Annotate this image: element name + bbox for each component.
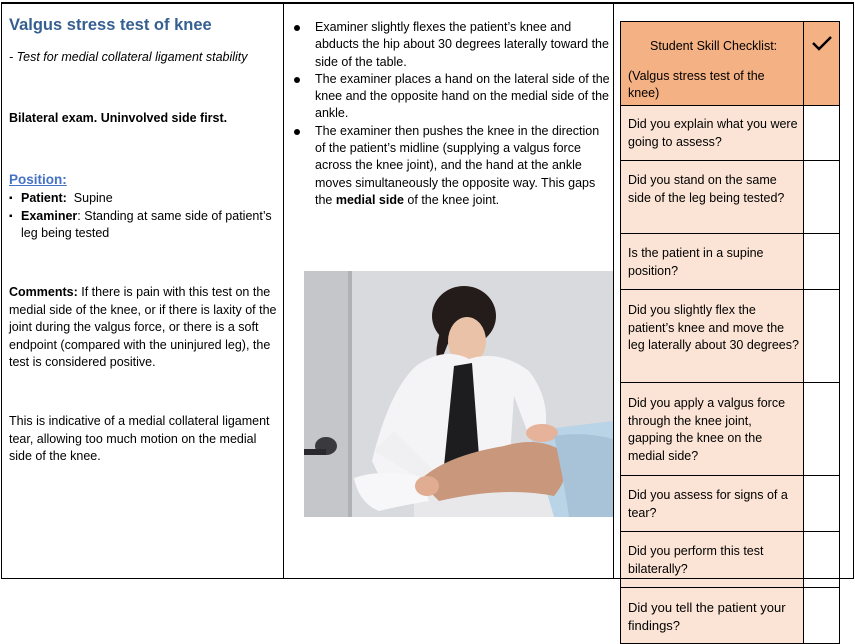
page-frame	[1, 2, 854, 579]
checklist-question: Did you perform this test bilaterally?	[621, 532, 804, 588]
checklist-title: Student Skill Checklist:	[650, 39, 778, 53]
indicative-paragraph: This is indicative of a medial collateral ligament tear, allowing too much motion on the medial side of the knee.	[9, 414, 270, 463]
checklist-question: Did you stand on the same side of the leg being tested?	[621, 161, 804, 234]
position-label: Examiner	[21, 208, 78, 223]
checklist-question: Did you explain what you were going to assess?	[621, 106, 804, 161]
position-label: Patient:	[21, 191, 67, 205]
procedure-step: Examiner slightly flexes the patient’s knee and abducts the hip about 30 degrees laterally toward the side of the table.	[292, 19, 610, 71]
checklist-subtitle: (Valgus stress test of the knee)	[628, 68, 765, 100]
position-heading: Position:	[9, 172, 67, 187]
checklist-question: Is the patient in a supine position?	[621, 234, 804, 290]
checklist-checkbox[interactable]	[804, 588, 840, 644]
checklist-question: Did you slightly flex the patient’s knee and move the leg laterally about 30 degrees?	[621, 290, 804, 383]
checklist-question: Did you assess for signs of a tear?	[621, 476, 804, 532]
position-text: : Standing at same side of patient’s leg being tested	[21, 208, 272, 240]
test-title: Valgus stress test of knee	[9, 16, 212, 34]
comments-text: If there is pain with this test on the medial side of the knee, or if there is laxity of the joint during the valgus force, or there is a soft endpoint (compared with the uninjured leg), the test is considered positive.	[9, 285, 277, 369]
bilateral-note: Bilateral exam. Uninvolved side first.	[9, 111, 228, 125]
comments-label: Comments:	[9, 285, 78, 299]
checklist-row	[621, 588, 840, 644]
checklist-question: Did you apply a valgus force through the knee joint, gapping the knee on the medial side?	[621, 383, 804, 476]
step-text: of the knee joint.	[403, 192, 500, 207]
procedure-step: The examiner places a hand on the lateral side of the knee and the opposite hand on the medial side of the ankle.	[292, 71, 610, 123]
test-subtitle: - Test for medial collateral ligament stability	[9, 50, 248, 64]
position-text: Supine	[66, 191, 113, 205]
step-text: The examiner then pushes the knee in the direction of the patient’s midline (supplying a valgus force across the knee joint), and the hand at the ankle moves simultaneously the opposite way. This gaps the	[315, 123, 600, 207]
step-emphasis: medial side	[335, 192, 404, 207]
checklist-question: Did you tell the patient your findings?	[621, 588, 804, 644]
